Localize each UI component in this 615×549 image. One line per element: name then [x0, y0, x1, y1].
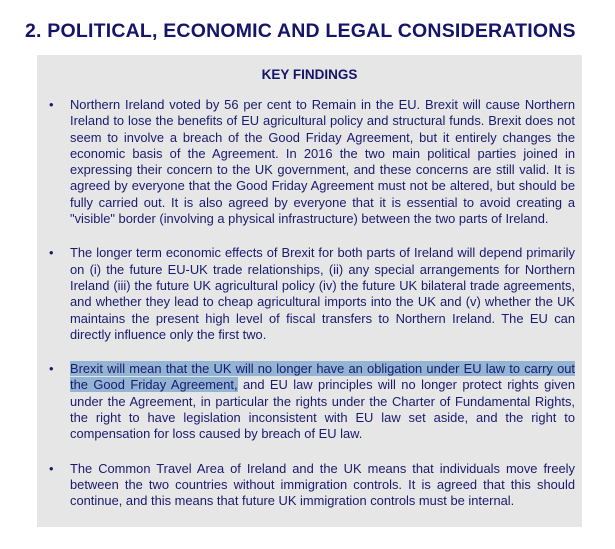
key-findings-title: KEY FINDINGS: [261, 67, 358, 82]
selected-text-highlight[interactable]: Brexit will mean that the UK will no longer have an obligation under EU law to carry out the Good Friday Agreement,: [70, 361, 575, 393]
finding-text: The longer term economic effects of Brexit for both parts of Ireland will depend primarily on (i) the future EU-UK trade relationships, (ii) any special arrangements for Northern Ireland (iii) the future UK agricultural policy (iv) the future UK bilateral trade agreements, and whether they lead to cheap agricultural imports into the UK and (v) whether the UK maintains the present high level of fiscal transfers to Northern Ireland. The EU can directly influence only the first two.: [70, 245, 575, 342]
finding-item: [37, 97, 582, 227]
finding-item: [37, 461, 582, 510]
bullet-icon: •: [49, 97, 54, 112]
finding-text: The Common Travel Area of Ireland and the UK means that individuals move freely between the two countries without immigration controls. It is agreed that this should continue, and this means that future UK immigration controls must be internal.: [70, 460, 575, 509]
finding-item: [37, 361, 582, 442]
findings-list: [37, 97, 582, 528]
section-heading: 2. POLITICAL, ECONOMIC AND LEGAL CONSIDERATIONS: [25, 20, 576, 42]
bullet-icon: •: [49, 460, 54, 476]
bullet-icon: •: [49, 361, 54, 377]
finding-item: [37, 245, 582, 343]
finding-text: Northern Ireland voted by 56 per cent to Remain in the EU. Brexit will cause Northern Ireland to lose the benefits of EU agricultural policy and structural funds. Brexit does not seem to involve a breach of the Good Friday Agreement, but it entirely changes the economic basis of the Agreement. In 2016 the two main political parties joined in expressing their concern to the UK government, and these concerns are still valid. It is agreed by everyone that the Good Friday Agreement must not be altered, but should be fully carried out. It is also agreed by everyone that it is essential to avoid creating a "visible" border (involving a physical infrastructure) between the two parts of Ireland.: [70, 97, 575, 227]
bullet-icon: •: [49, 245, 54, 261]
finding-text: and EU law principles will no longer protect rights given under the Agreement, in particular the rights under the Charter of Fundamental Rights, the right to have legislation inconsistent with EU law set aside, and the right to compensation for loss caused by breach of EU law.: [70, 377, 575, 442]
key-findings-box: [37, 55, 582, 527]
